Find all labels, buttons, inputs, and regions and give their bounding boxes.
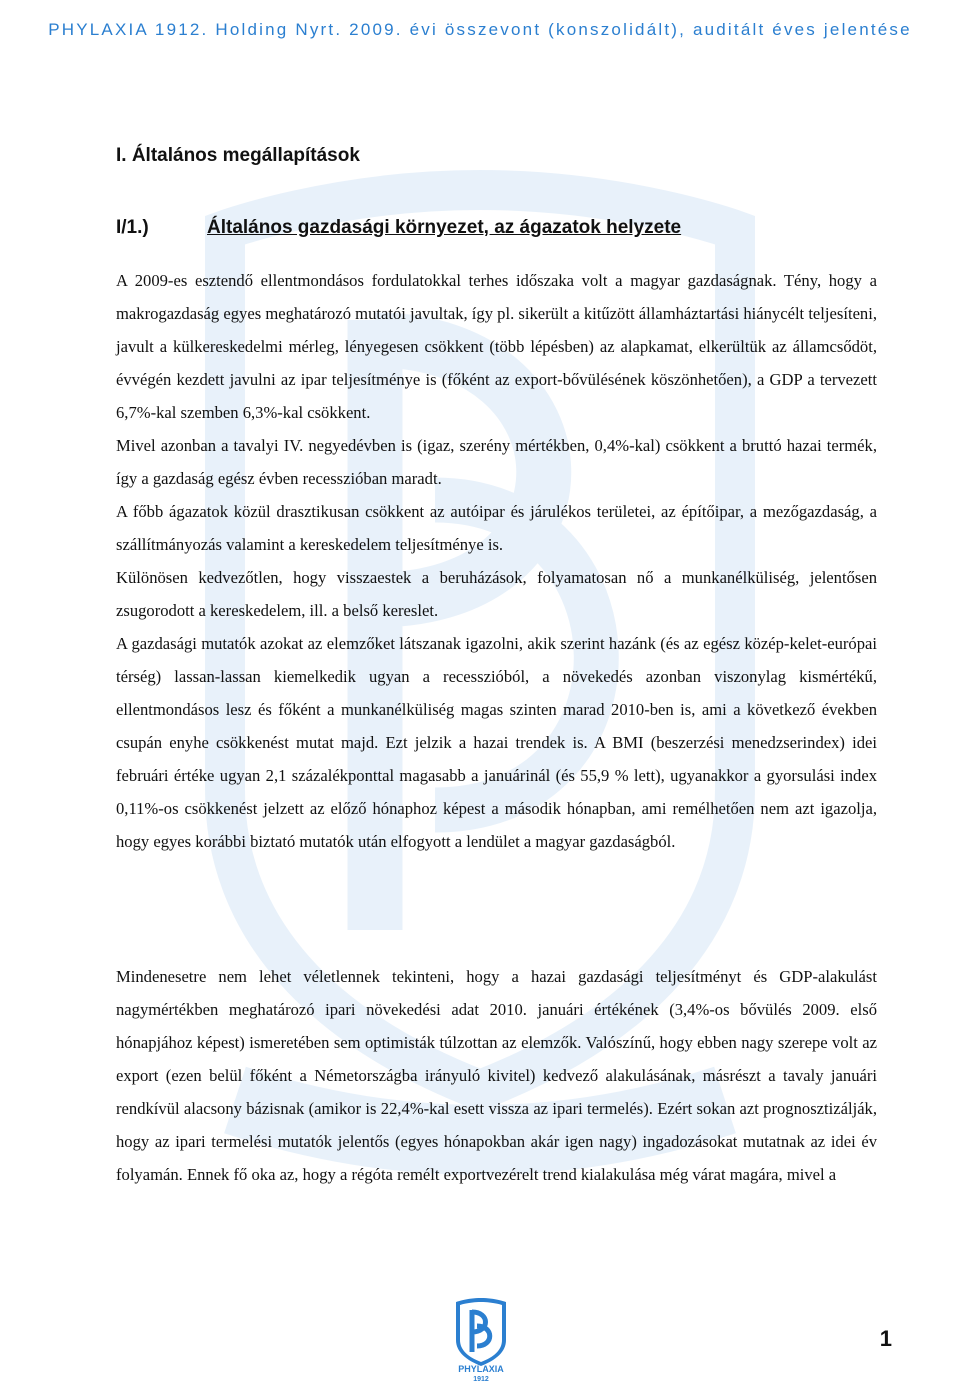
phylaxia-logo [450,1296,512,1382]
paragraph: A 2009-es esztendő ellentmondásos fordulatokkal terhes időszaka volt a magyar gazdaságnak. Tény, hogy a makrogazdaság egyes meghatározó mutatói javultak, így pl. sikerült a kitűzött államháztartási hiánycélt teljesíteni, javult a külkereskedelmi mérleg, lényegesen csökkent (több lépésben) az alapkamat, elkerültük az államcsődöt, évvégén kezdett javulni az ipar teljesítménye is (főként az export-bővülésének köszönhetően), a GDP a tervezett 6,7%-kal szemben 6,3%-kal csökkent. [116,271,877,422]
subsection-number: I/1.) [116,217,149,238]
document-header: PHYLAXIA 1912. Holding Nyrt. 2009. évi összevont (konszolidált), auditált éves jelentése [48,20,912,39]
paragraph: Mivel azonban a tavalyi IV. negyedévben is (igaz, szerény mértékben, 0,4%-kal) csökkent a bruttó hazai termék, így a gazdaság egész évben recesszióban maradt. [116,436,877,488]
logo-year: 1912 [473,1376,489,1382]
paragraph: Mindenesetre nem lehet véletlennek tekinteni, hogy a hazai gazdasági teljesítményt és GDP-alakulást nagymértékben meghatározó ipari növekedési adat 2010. januári értékének (3,4%-os bővülés 2009. első hónapjához képest) ismeretében sem optimisták túlzottan az elemzők. Valószínű, hogy ebben nagy szerepe volt az export (ezen belül főként a Németországba irányuló kivitel) kedvező alakulásának, másrészt a tavaly januári rendkívül alacsony bázisnak (amikor is 22,4%-kal esett vissza az ipari termelés). Ezért sokan azt prognosztizálják, hogy az ipari termelési mutatók jelentős (egyes hónapokban akár igen nagy) ingadozásokat mutatnak az idei év folyamán. Ennek fő oka az, hogy a régóta remélt exportvezérelt trend kialakulása még várat magára, mivel a [116,967,877,1184]
body-text-block-2 [116,960,877,1191]
page-number: 1 [879,1326,892,1351]
logo-text: PHYLAXIA [458,1364,504,1374]
section-title: I. Általános megállapítások [116,145,360,166]
subsection-title: Általános gazdasági környezet, az ágazatok helyzete [207,217,682,238]
paragraph: A főbb ágazatok közül drasztikusan csökkent az autóipar és járulékos területei, az építőipar, a mezőgazdaság, a szállítmányozás valamint a kereskedelem teljesítménye is. [116,502,877,554]
body-text-block-1 [116,264,877,858]
paragraph: A gazdasági mutatók azokat az elemzőket látszanak igazolni, akik szerint hazánk (és az egész közép-kelet-európai térség) lassan-lassan kiemelkedik ugyan a recesszióból, a növekedés azonban viszonylag kismértékű, ellentmondásos lesz és főként a munkanélküliség magas szinten marad 2010-ben is, ami a következő években csupán enyhe csökkenést mutat majd. Ezt jelzik a hazai trendek is. A BMI (beszerzési menedzserindex) idei februári értéke ugyan 2,1 százalékponttal magasabb a januárinál (és 55,9 % lett), ugyanakkor a gyorsulási index 0,11%-os csökkenést jelzett az előző hónaphoz képest a második hónapban, ami remélhetően nem azt igazolja, hogy egyes korábbi biztató mutatók után elfogyott a lendület a magyar gazdaságból. [116,634,877,851]
paragraph: Különösen kedvezőtlen, hogy visszaestek a beruházások, folyamatosan nő a munkanélküliség, jelentősen zsugorodott a kereskedelem, ill. a belső kereslet. [116,568,877,620]
